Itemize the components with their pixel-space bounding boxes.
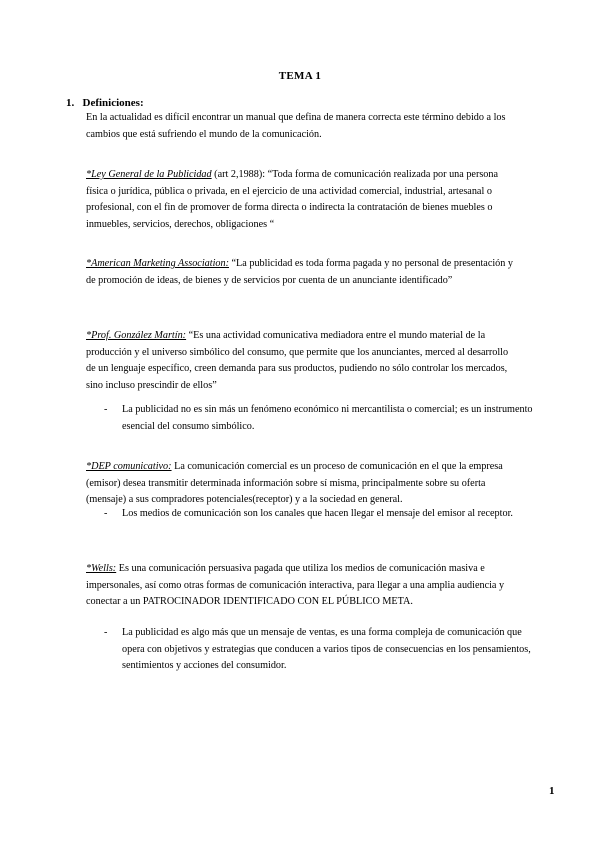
- definition-text: (art 2,1988): “Toda forma de comunicación realizada por una persona física o jurídica, pública o privada, en el ejercicio de una actividad comercial, industrial, artesanal o profesional, con el fin de promover de forma directa o indirecta la contratación de bienes muebles o inmuebles, servicios, derechos, obligaciones “: [86, 169, 499, 230]
- page-number: 1: [549, 785, 555, 797]
- definition-text: Es una comunicación persuasiva pagada que utiliza los medios de comunicación masiva e impersonales, así como otras formas de comunicación interactiva, para llegar a una amplia audiencia y conectar a un PATROCINADOR IDENTIFICADO CON EL PÚBLICO META.: [86, 563, 505, 607]
- page-title: TEMA 1: [278, 70, 322, 82]
- definition-text: “La publicidad es toda forma pagada y no personal de presentación y de promoción de ideas, de bienes y de servicios por cuenta de un anunciante identificado”: [86, 258, 513, 286]
- bullet-item: [104, 402, 534, 435]
- definition-text: “Es una actividad comunicativa mediadora entre el mundo material de la producción y el universo simbólico del consumo, que permite que los anunciantes, merced al desarrollo de un lenguaje específico, creen demanda para sus productos, pudiendo no sólo controlar los mercados, sino incluso prescindir de ellos”: [86, 330, 509, 391]
- definition-dep-comunicativo: [86, 459, 518, 509]
- section-heading-text: Definiciones:: [82, 97, 144, 109]
- dash-marker: -: [104, 404, 108, 415]
- intro-paragraph: En la actualidad es difícil encontrar un manual que defina de manera correcta este término debido a los cambios que está sufriendo el mundo de la comunicación.: [86, 112, 506, 140]
- bullet-text: Los medios de comunicación son los canales que hacen llegar el mensaje del emisor al receptor.: [122, 508, 513, 519]
- section-number: 1.: [66, 97, 75, 109]
- bullet-text: La publicidad es algo más que un mensaje de ventas, es una forma compleja de comunicación que opera con objetivos y estrategias que conducen a varios tipos de consecuencias en los pensamientos, sentimientos y acciones del consumidor.: [122, 627, 531, 671]
- definition-text: La comunicación comercial es un proceso de comunicación en el que la empresa (emisor) desea transmitir determinada información sobre sí misma, principalmente sobre su oferta (mensaje) a sus compradores potenciales(receptor) y a la sociedad en general.: [86, 461, 503, 505]
- definition-source: *Ley General de la Publicidad: [86, 169, 212, 180]
- definition-source: *American Marketing Association:: [86, 258, 229, 269]
- definition-wells: [86, 561, 518, 611]
- bullet-item: [104, 506, 534, 523]
- bullet-text: La publicidad no es sin más un fenómeno económico ni mercantilista o comercial; es un instrumento esencial del consumo simbólico.: [122, 404, 533, 432]
- definition-source: *Prof. González Martín:: [86, 330, 187, 341]
- definition-source: *DEP comunicativo:: [86, 461, 172, 472]
- definition-gonzalez-martin: [86, 328, 518, 394]
- definition-source: *Wells:: [86, 563, 117, 574]
- bullet-item: [104, 625, 534, 675]
- definition-ama: [86, 256, 518, 289]
- dash-marker: -: [104, 627, 108, 638]
- definition-ley-general: [86, 167, 518, 233]
- dash-marker: -: [104, 508, 108, 519]
